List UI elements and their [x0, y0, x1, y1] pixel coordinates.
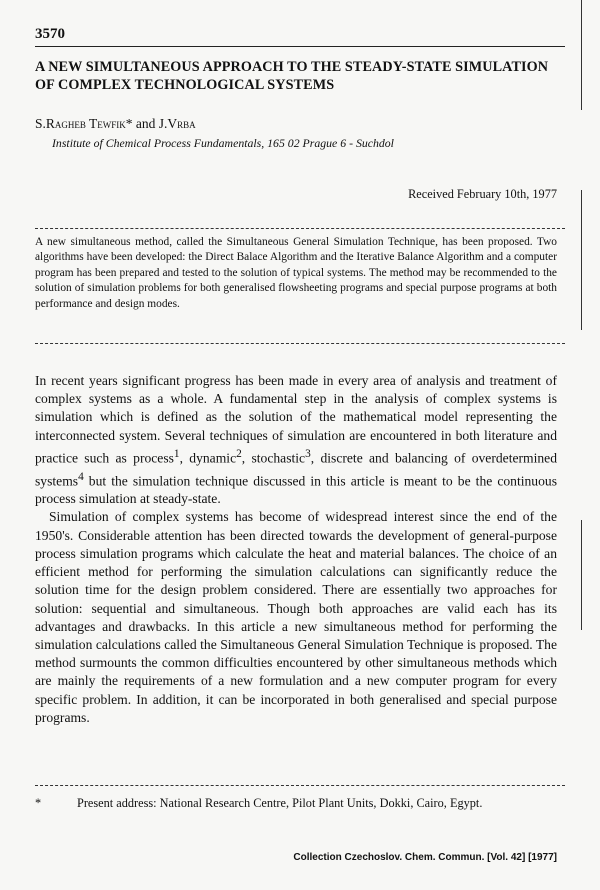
body-paragraph: Simulation of complex systems has become of widespread interest since the end of the 1950's. Considerable attention has been directed towards the development of general-purpose process simulation programs which calculate the heat and material balances. The choice of an efficient method for performing the simulation calculations can significantly reduce the solution time for the design problem considered. There are essentially two approaches for solution: sequential and simultaneous. Though both approaches are valid each has its advantages and drawbacks. In this article a new simultaneous method for performing the simulation calculations called the Simultaneous General Simulation Technique is proposed. The method surmounts the common difficulties encountered by other simultaneous methods which are mainly the requirements of a new formulation and a new computer program for every specific problem. In addition, it can be incorporated in both generalised and special purpose programs. [35, 509, 557, 725]
author-name: S.Ragheb Tewfik [35, 116, 126, 131]
author-line [35, 116, 196, 132]
footnote-text: Present address: National Research Centre, Pilot Plant Units, Dokki, Cairo, Egypt. [77, 796, 483, 810]
footnote-mark: * [35, 796, 42, 810]
abstract-rule-top [35, 228, 565, 229]
reference-mark: 4 [78, 470, 84, 483]
journal-citation: Collection Czechoslov. Chem. Commun. [Vol. 42] [1977] [293, 852, 557, 863]
page-number: 3570 [35, 26, 65, 42]
reference-mark: 3 [305, 447, 311, 460]
reference-mark: 2 [236, 447, 242, 460]
margin-line [581, 190, 582, 330]
body-paragraph: In recent years significant progress has been made in every area of analysis and treatment of complex systems as a whole. A fundamental step in the analysis of complex systems is simulation which is defined as the solution of the mathematical model representing the interconnected system. Several techniques of simulation are encountered in both literature and practice such as process$^1$, dynamic$^2$, stochastic$^3$, discrete and balancing of overdetermined systems$^4$ but the simulation technique discussed in this article is meant to be the continuous process simulation at steady-state. [35, 373, 558, 507]
footnote [35, 796, 482, 811]
received-date: Received February 10th, 1977 [408, 187, 557, 201]
margin-line [581, 0, 582, 110]
header-rule [35, 46, 565, 47]
article-title: A NEW SIMULTANEOUS APPROACH TO THE STEADY-STATE SIMULATION OF COMPLEX TECHNOLOGICAL SYSTEMS [35, 59, 549, 93]
reference-mark: 1 [173, 447, 180, 460]
article-body [35, 372, 557, 727]
abstract-text: A new simultaneous method, called the Simultaneous General Simulation Technique, has been proposed. Two algorithms have been developed: the Direct Balace Algorithm and the Iterative Balance Algorithm and a computer program has been prepared and tested to the solution of typical systems. The method may be recommended to the solution of simulation problems for both generalised flowsheeting programs and special purpose programs at both performance and design modes. [35, 236, 557, 310]
footnote-mark: * [125, 116, 133, 131]
footnote-rule [35, 785, 565, 786]
institute-affiliation: Institute of Chemical Process Fundamentals, 165 02 Prague 6 - Suchdol [52, 136, 394, 150]
author-conjunction: and [132, 116, 159, 131]
author-name: J.Vrba [158, 116, 196, 131]
abstract-rule-bottom [35, 343, 565, 344]
margin-line [581, 520, 582, 630]
